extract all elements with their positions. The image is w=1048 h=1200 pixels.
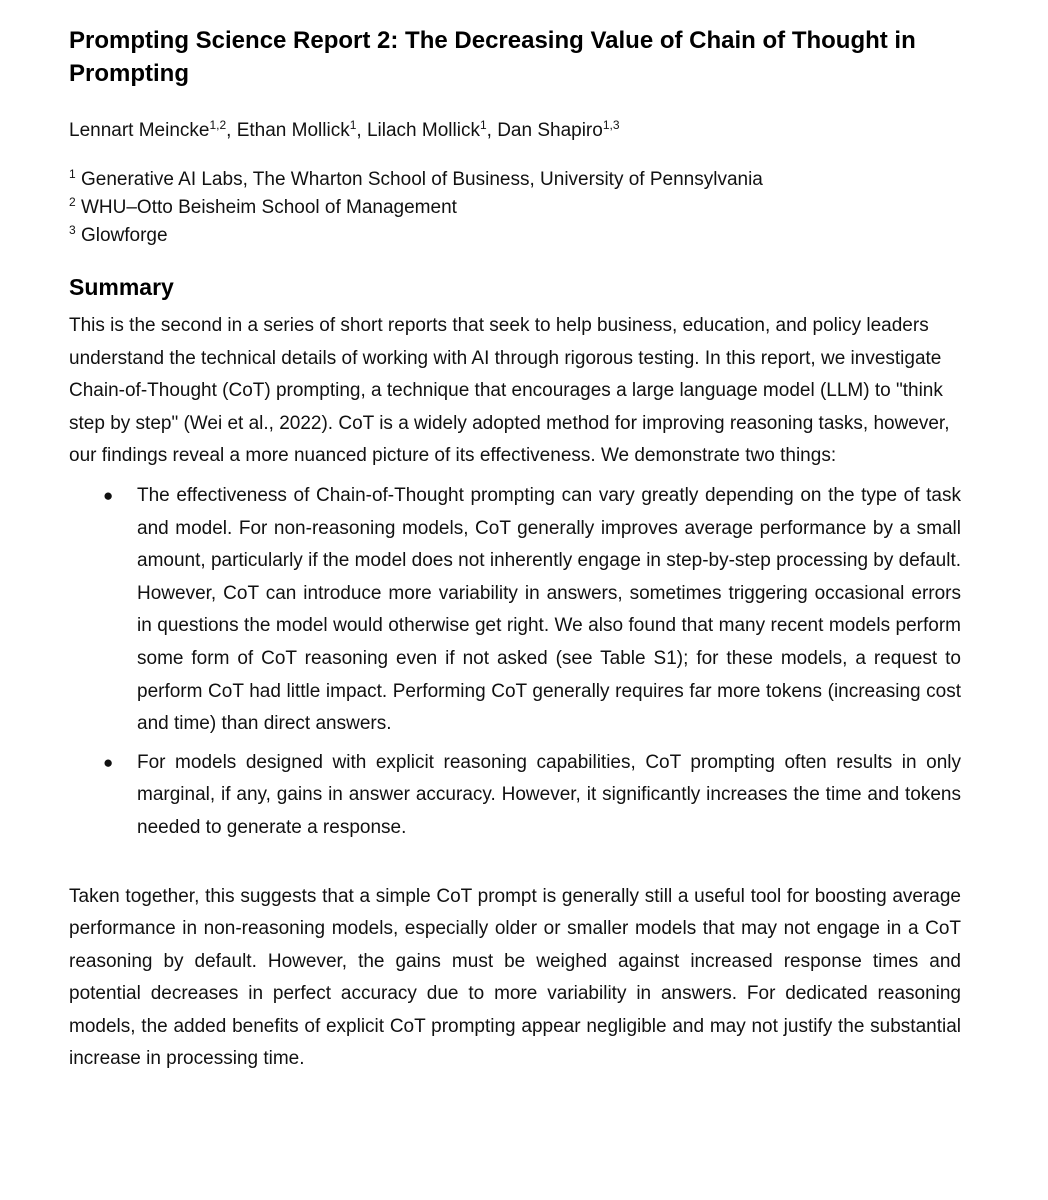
list-item-text: For models designed with explicit reasoning capabilities, CoT prompting often results in only marginal, if any, gains in answer accuracy. However, it significantly increases the time and tokens needed to generate a response.: [137, 751, 961, 838]
list-item: [69, 747, 961, 845]
bullet-icon: ●: [103, 752, 114, 772]
summary-paragraph: This is the second in a series of short reports that seek to help business, education, and policy leaders understand the technical details of working with AI through rigorous testing. In this report, we investigate Chain-of-Thought (CoT) prompting, a technique that encourages a large language model (LLM) to "think step by step" (Wei et al., 2022). CoT is a widely adopted method for improving reasoning tasks, however, our findings reveal a more nuanced picture of its effectiveness. We demonstrate two things:: [69, 315, 950, 467]
author-affiliation-marker: 1: [479, 118, 487, 132]
affiliation-text: WHU–Otto Beisheim School of Management: [80, 197, 457, 218]
list-item: [69, 480, 961, 741]
bullet-icon: ●: [103, 485, 114, 505]
findings-list: [69, 480, 961, 845]
author-separator: ,: [486, 120, 498, 141]
affiliation-marker: 1: [69, 167, 76, 181]
author-name: Ethan Mollick: [236, 120, 350, 141]
affiliation-marker: 3: [69, 223, 76, 237]
document-page: [69, 24, 961, 1095]
affiliation-text: Glowforge: [80, 225, 168, 246]
author-affiliation-marker: 1: [349, 118, 357, 132]
list-item-text: The effectiveness of Chain-of-Thought prompting can vary greatly depending on the type of task and model. For non-reasoning models, CoT generally improves average performance by a small amount, particularly if the model does not inherently engage in step-by-step processing by default. However, CoT can introduce more variability in answers, sometimes triggering occasional errors in questions the model would otherwise get right. We also found that many recent models perform some form of CoT reasoning even if not asked (see Table S1); for these models, a request to perform CoT had little impact. Performing CoT generally requires far more tokens (increasing cost and time) than direct answers.: [137, 484, 961, 735]
affiliation: [69, 166, 961, 194]
author-list: [69, 118, 961, 144]
paper-title: Prompting Science Report 2: The Decreasing Value of Chain of Thought in Prompting: [69, 27, 916, 87]
author-name: Dan Shapiro: [497, 120, 603, 141]
affiliation: [69, 194, 961, 222]
author-separator: ,: [356, 120, 367, 141]
affiliation: [69, 222, 961, 250]
author-separator: ,: [226, 120, 237, 141]
affiliation-list: [69, 166, 961, 250]
affiliation-marker: 2: [69, 195, 76, 209]
affiliation-text: Generative AI Labs, The Wharton School of Business, University of Pennsylvania: [80, 169, 763, 190]
author-name: Lilach Mollick: [366, 120, 480, 141]
author-affiliation-marker: 1,3: [602, 118, 620, 132]
author-affiliation-marker: 1,2: [209, 118, 227, 132]
conclusion-paragraph: Taken together, this suggests that a simple CoT prompt is generally still a useful tool for boosting average performance in non-reasoning models, especially older or smaller models that may not engage in a CoT reasoning by default. However, the gains must be weighed against increased response times and potential decreases in perfect accuracy due to more variability in answers. For dedicated reasoning models, the added benefits of explicit CoT prompting appear negligible and may not justify the substantial increase in processing time.: [69, 885, 961, 1070]
author-name: Lennart Meincke: [69, 120, 210, 141]
summary-heading: Summary: [69, 274, 174, 300]
